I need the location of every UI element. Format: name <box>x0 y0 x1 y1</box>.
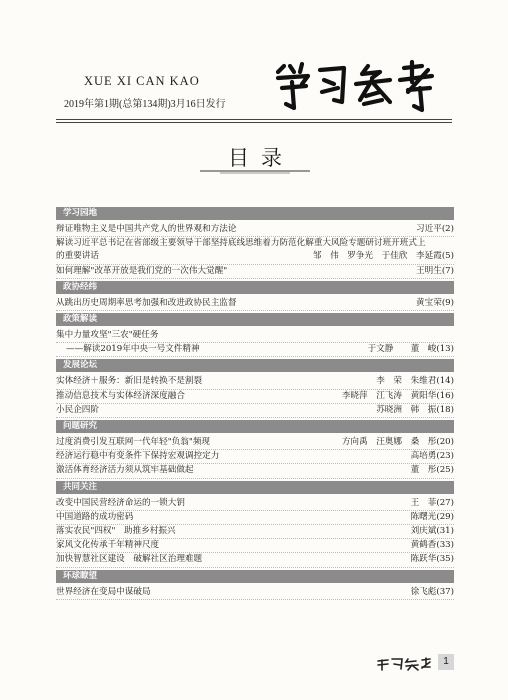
toc-section <box>56 281 454 311</box>
toc-section <box>56 313 454 357</box>
toc-entry-author: 陈跃华(35) <box>410 554 454 565</box>
toc-entry-author: 王 菲(27) <box>410 497 454 508</box>
toc-entry[interactable] <box>56 464 454 478</box>
masthead-rule-thin <box>56 122 452 123</box>
toc-entry[interactable] <box>56 297 454 311</box>
masthead-pinyin: XUE XI CAN KAO <box>84 74 200 88</box>
toc-entry-title: 从跳出历史周期率思考加强和改进政协民主监督 <box>56 297 237 308</box>
toc-title: 目录 <box>228 146 294 170</box>
toc-entry-title: 激活体育经济活力须从筑牢基础做起 <box>56 465 194 476</box>
toc-entry-title: 如何理解"改革开放是我们党的一次伟大觉醒" <box>56 265 228 276</box>
toc-entry[interactable] <box>56 223 454 237</box>
toc-entry[interactable] <box>56 265 454 279</box>
toc-entry-title-line: 解读习近平总书记在省部级主要领导干部坚持底线思维着力防范化解重大风险专题研讨班开班式上 <box>56 238 426 249</box>
section-header: 发展论坛 <box>56 359 454 372</box>
toc-entry[interactable] <box>56 539 454 553</box>
toc-entry-author: 苏晓洲 韩 振(18) <box>376 404 454 415</box>
table-of-contents <box>56 205 454 600</box>
toc-entry-author: 李晓萍 江飞涛 黄阳华(16) <box>341 390 454 401</box>
section-header: 问题研究 <box>56 420 454 433</box>
toc-entry-title: 推动信息技术与实体经济深度融合 <box>56 390 185 401</box>
toc-entry-author: 刘庆斌(31) <box>410 526 454 537</box>
toc-entry[interactable] <box>56 450 454 464</box>
toc-entry-title: 加快智慧社区建设 破解社区治理难题 <box>56 554 203 565</box>
toc-entry-title: 落实农民"四权" 助推乡村振兴 <box>56 526 176 537</box>
toc-entry[interactable] <box>56 497 454 511</box>
toc-entry-author: 李 荣 朱维君(14) <box>376 376 454 387</box>
issue-line: 2019年第1期(总第134期)3月16日发行 <box>64 99 226 110</box>
toc-entry[interactable] <box>56 525 454 539</box>
masthead-rule <box>56 119 452 120</box>
toc-entry-title: 集中力量攻坚"三农"硬任务 <box>56 330 159 341</box>
toc-entry-title: 经济运行稳中有变条件下保持宏观调控定力 <box>56 451 220 462</box>
section-header: 政协经纬 <box>56 281 454 294</box>
toc-entry-author: 于文静 董 峻(13) <box>367 344 454 355</box>
toc-entry-author: 方向禹 汪奥娜 桑 彤(20) <box>341 437 454 448</box>
toc-entry-title: 中国道路的成功密码 <box>56 511 134 522</box>
footer-logo <box>376 656 432 672</box>
toc-section <box>56 481 454 568</box>
section-header: 学习园地 <box>56 207 454 220</box>
toc-entry[interactable] <box>56 436 454 450</box>
toc-entry-author: 徐飞彪(37) <box>410 586 454 597</box>
toc-entry-author: 邹 伟 罗争光 于佳欣 李延霞(5) <box>312 251 454 262</box>
toc-entry-author: 黄鹤香(33) <box>410 540 454 551</box>
toc-entry-author: 陈曙光(29) <box>410 511 454 522</box>
toc-section <box>56 420 454 479</box>
title-ornament <box>200 168 310 174</box>
calligraphy-logo <box>272 58 440 114</box>
toc-entry-author: 习近平(2) <box>416 224 454 234</box>
toc-entry-title: 过度消费引发互联网一代年轻"负翁"频现 <box>56 437 211 448</box>
toc-entry[interactable] <box>56 329 454 343</box>
toc-entry-title: 辩证唯物主义是中国共产党人的世界观和方法论 <box>56 224 237 234</box>
toc-entry-title: 实体经济＋服务：新旧是转换不是割裂 <box>56 376 203 387</box>
toc-section <box>56 570 454 600</box>
toc-entry[interactable] <box>56 390 454 404</box>
toc-entry[interactable] <box>56 375 454 389</box>
toc-entry-title: 家风文化传承千年精神尺度 <box>56 540 160 551</box>
toc-section <box>56 207 454 279</box>
toc-entry[interactable] <box>56 404 454 418</box>
toc-entry-author: 王明生(7) <box>416 265 454 276</box>
toc-entry[interactable] <box>56 586 454 600</box>
toc-entry-author: 高培勇(23) <box>410 451 454 462</box>
logo-text: 学习参考 <box>272 58 276 59</box>
page-number: 1 <box>438 654 454 670</box>
toc-entry-author: 董 彤(25) <box>410 465 454 476</box>
toc-section <box>56 359 454 418</box>
section-header: 共同关注 <box>56 481 454 494</box>
masthead <box>0 0 508 130</box>
toc-entry-author: 黄宝荣(9) <box>416 297 454 308</box>
toc-entry-title: 小民企四阶 <box>56 404 99 415</box>
toc-entry-title: ——解读2019年中央一号文件精神 <box>66 344 200 355</box>
toc-entry[interactable] <box>56 511 454 525</box>
toc-entry-title: 世界经济在变局中谋破局 <box>56 586 151 597</box>
toc-entry-title: 的重要讲话 <box>56 251 99 262</box>
toc-entry[interactable] <box>56 343 454 357</box>
footer-logo-text: 学习参考 <box>376 656 380 657</box>
toc-entry[interactable] <box>56 250 454 264</box>
toc-entry-title: 改变中国民营经济命运的一锁大钥 <box>56 497 185 508</box>
section-header: 政策解读 <box>56 313 454 326</box>
toc-entry[interactable] <box>56 553 454 567</box>
section-header: 环球瞭望 <box>56 570 454 583</box>
